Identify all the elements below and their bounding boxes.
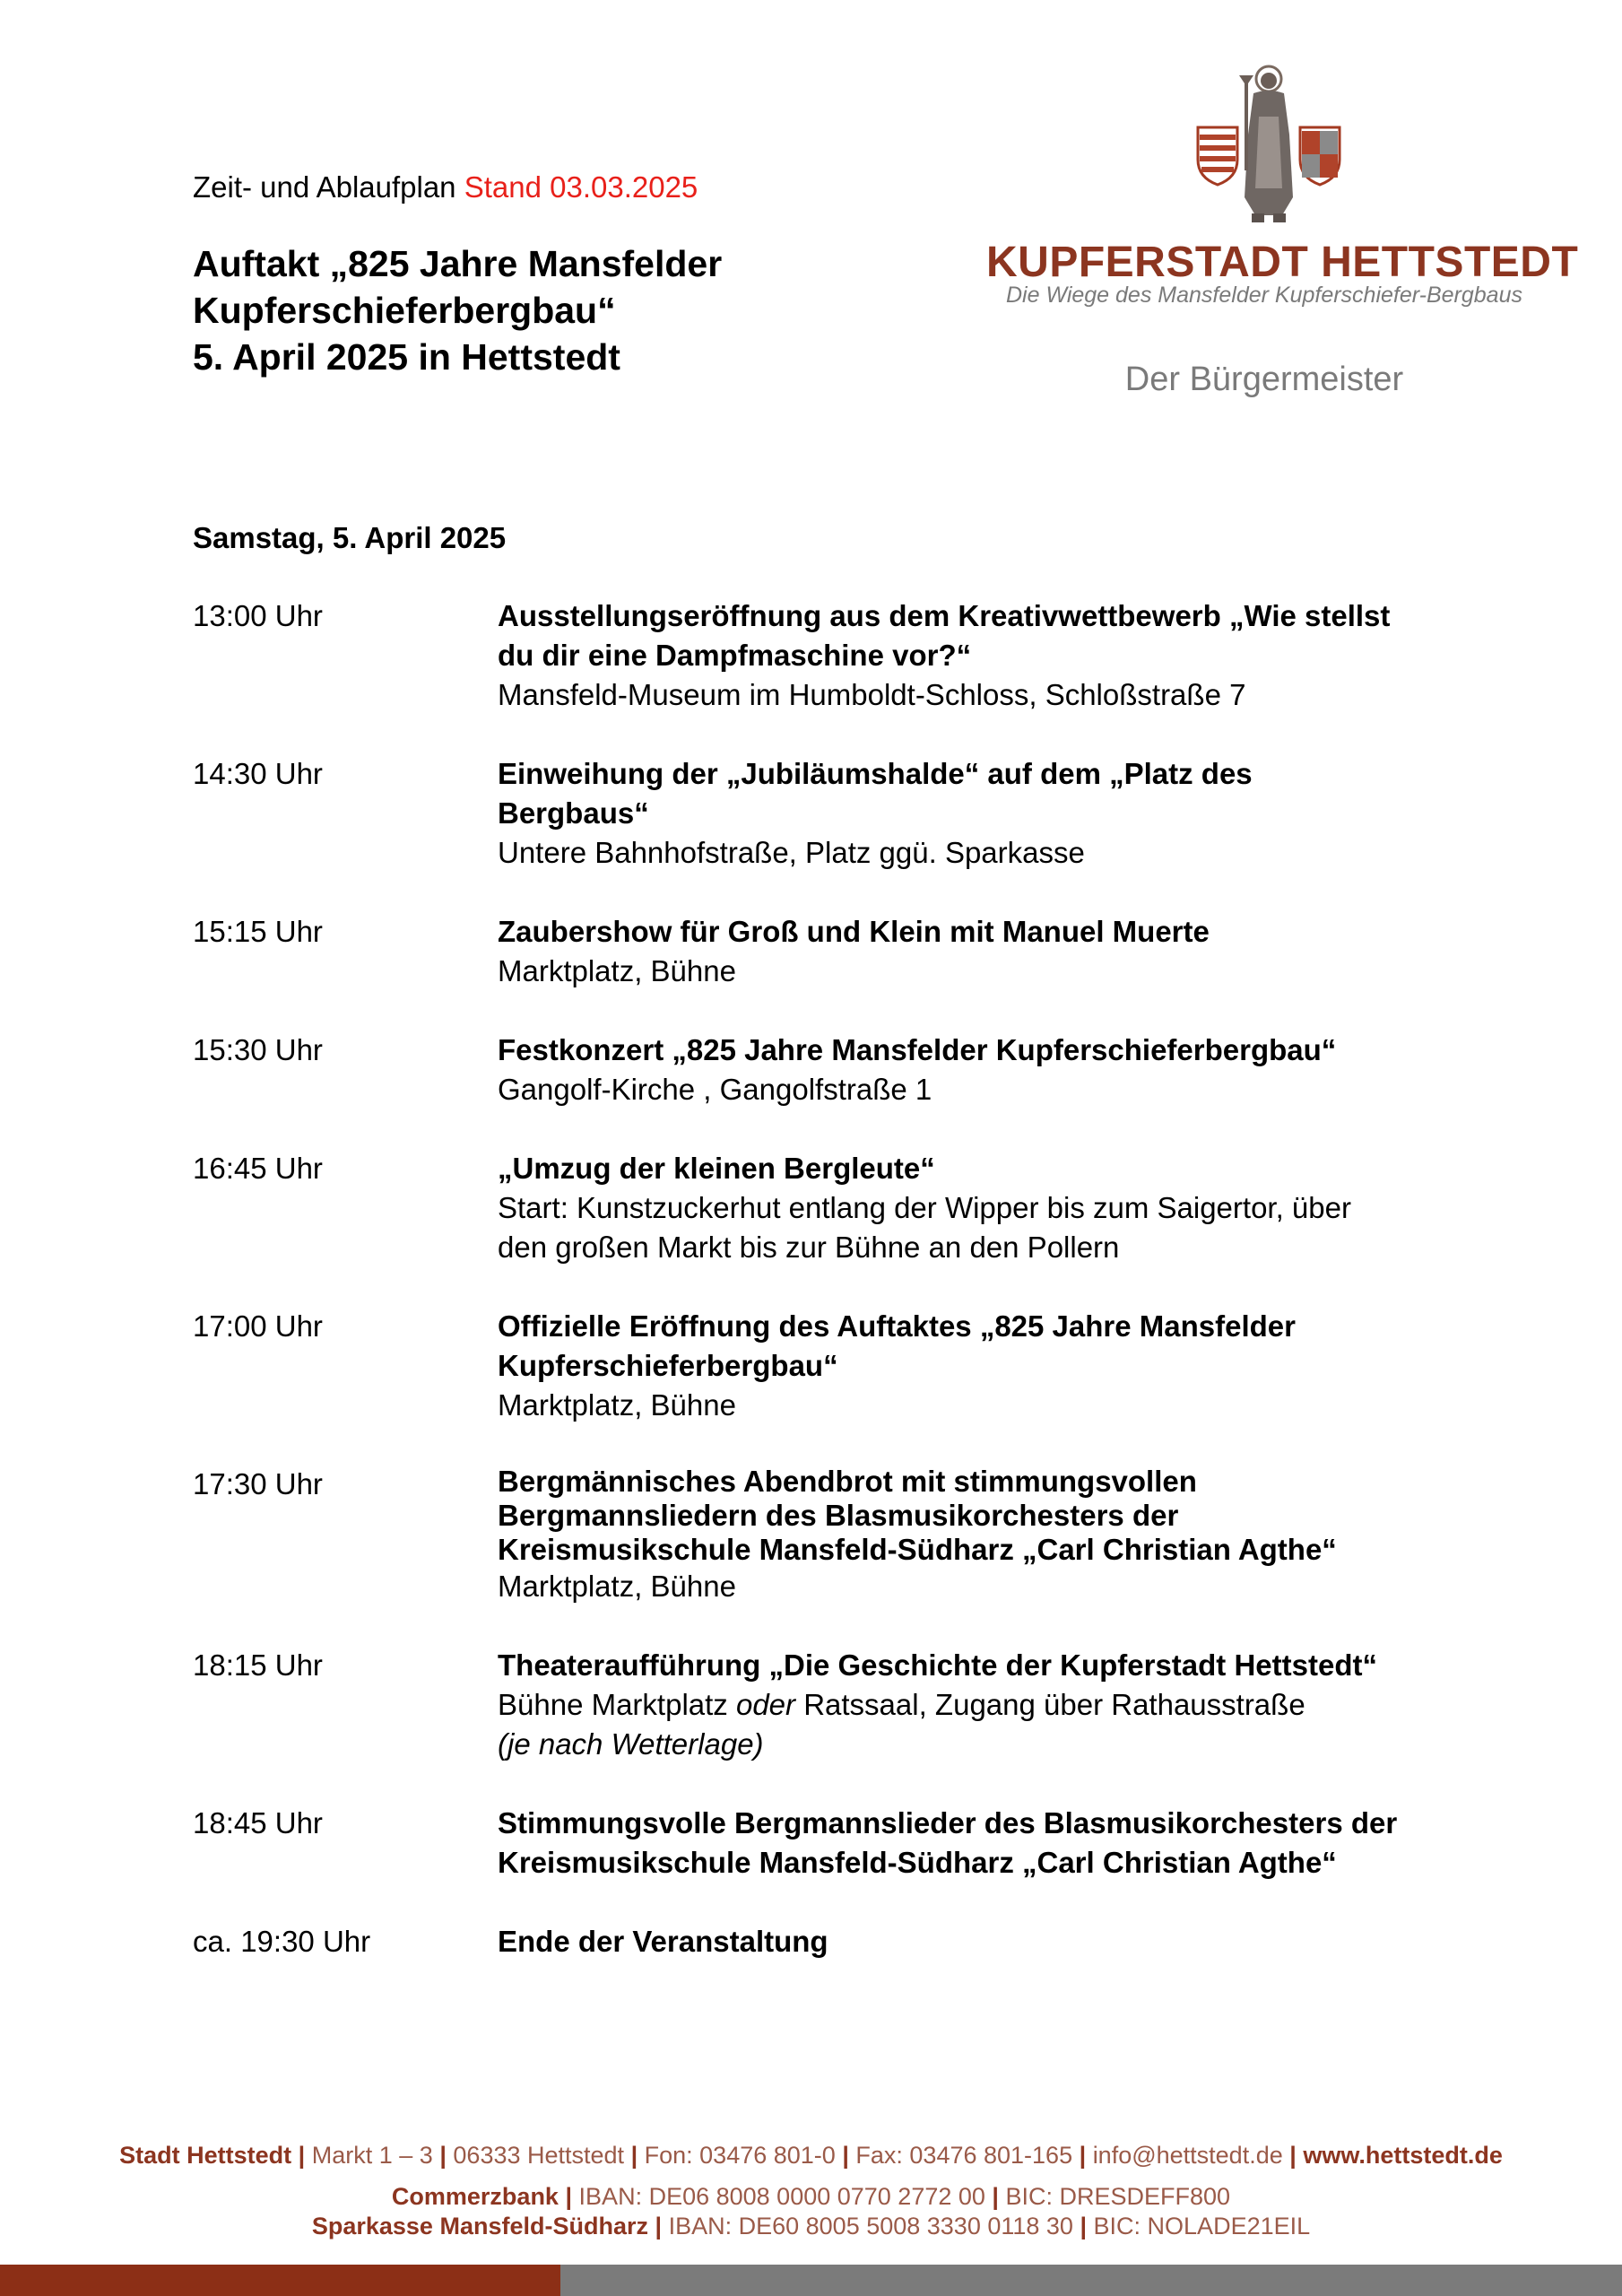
event-time: 17:30 Uhr (193, 1467, 323, 1500)
footer-bar-copper (0, 2265, 560, 2296)
event-row (193, 1307, 1448, 1425)
event-location: Mansfeld-Museum im Humboldt-Schloss, Schloßstraße 7 (498, 678, 1246, 711)
event-location-or: oder (735, 1688, 796, 1721)
footer-phone: Fon: 03476 801-0 (644, 2142, 836, 2169)
event-title: Theateraufführung „Die Geschichte der Kupferstadt Hettstedt“ (498, 1648, 1377, 1682)
footer-bank1-iban: IBAN: DE06 8008 0000 0770 2772 00 (578, 2183, 985, 2210)
event-location: Marktplatz, Bühne (498, 954, 736, 987)
event-row (193, 1031, 1448, 1109)
event-row (193, 754, 1448, 873)
footer-contact-line: Stadt Hettstedt | Markt 1 – 3 | 06333 Hettstedt | Fon: 03476 801-0 | Fax: 03476 801-165 | info@hettstedt.de | www.hettstedt.de (119, 2142, 1503, 2169)
event-title: Bergmännisches Abendbrot mit stimmungsvollen Bergmannsliedern des Blasmusikorchesters der Kreismusikschule Mansfeld-Südharz „Carl Christian Agthe“ (498, 1465, 1337, 1566)
event-location: Marktplatz, Bühne (498, 1388, 736, 1422)
event-time: 16:45 Uhr (193, 1152, 323, 1185)
event-title: „Umzug der kleinen Bergleute“ (498, 1152, 935, 1185)
footer-org: Stadt Hettstedt (119, 2142, 292, 2169)
title-line-2: Kupferschieferbergbau“ (193, 290, 616, 331)
event-time: 15:15 Uhr (193, 915, 323, 948)
footer-bank2-iban: IBAN: DE60 8005 5008 3330 0118 30 (668, 2213, 1073, 2239)
event-title: Festkonzert „825 Jahre Mansfelder Kupferschieferbergbau“ (498, 1033, 1337, 1066)
event-location: Start: Kunstzuckerhut entlang der Wipper bis zum Saigertor, über den großen Markt bis zur Bühne an den Pollern (498, 1191, 1351, 1264)
event-row (193, 1804, 1448, 1883)
footer-fax: Fax: 03476 801-165 (855, 2142, 1073, 2169)
event-location: Untere Bahnhofstraße, Platz ggü. Sparkasse (498, 836, 1085, 869)
footer-bank1-name: Commerzbank (391, 2183, 559, 2210)
page-title (193, 240, 722, 380)
logo-tagline: Die Wiege des Mansfelder Kupferschiefer-Bergbaus (1005, 283, 1522, 308)
status-date: Stand 03.03.2025 (464, 170, 698, 204)
event-row (193, 596, 1448, 715)
event-weather-note: (je nach Wetterlage) (498, 1727, 764, 1761)
footer-bank2-bic: BIC: NOLADE21EIL (1093, 2213, 1311, 2239)
event-title: Ende der Veranstaltung (498, 1925, 828, 1958)
event-title: Stimmungsvolle Bergmannslieder des Blasmusikorchesters der Kreismusikschule Mansfeld-Südharz „Carl Christian Agthe“ (498, 1806, 1398, 1879)
event-time: ca. 19:30 Uhr (193, 1925, 371, 1958)
event-time: 18:45 Uhr (193, 1806, 323, 1839)
event-time: 17:00 Uhr (193, 1309, 323, 1343)
footer-zip-city: 06333 Hettstedt (453, 2142, 625, 2169)
event-time: 15:30 Uhr (193, 1033, 323, 1066)
event-title: Einweihung der „Jubiläumshalde“ auf dem „Platz des Bergbaus“ (498, 757, 1253, 830)
event-location (498, 1685, 1448, 1725)
title-line-3: 5. April 2025 in Hettstedt (193, 336, 620, 378)
event-row (193, 912, 1448, 991)
title-line-1: Auftakt „825 Jahre Mansfelder (193, 243, 723, 284)
event-time: 14:30 Uhr (193, 757, 323, 790)
plan-label: Zeit- und Ablaufplan (193, 170, 456, 204)
event-row (193, 1922, 1448, 1961)
miner-with-coats-of-arms-icon (1193, 63, 1345, 233)
footer-bank1-bic: BIC: DRESDEFF800 (1005, 2183, 1231, 2210)
event-location: Marktplatz, Bühne (498, 1570, 736, 1603)
event-time: 18:15 Uhr (193, 1648, 323, 1682)
event-location-stage: Bühne Marktplatz (498, 1688, 736, 1721)
footer-bank-line-2: Sparkasse Mansfeld-Südharz | IBAN: DE60 8005 5008 3330 0118 30 | BIC: NOLADE21EIL (311, 2213, 1311, 2239)
footer-address: Markt 1 – 3 (311, 2142, 433, 2169)
event-row (193, 1465, 1448, 1606)
event-title: Ausstellungseröffnung aus dem Kreativwettbewerb „Wie stellst du dir eine Dampfmaschine vor?“ (498, 599, 1391, 672)
event-title: Offizielle Eröffnung des Auftaktes „825 Jahre Mansfelder Kupferschieferbergbau“ (498, 1309, 1297, 1382)
event-schedule (193, 596, 1448, 2001)
logo-city-name: KUPFERSTADT HETTSTEDT (986, 239, 1579, 286)
footer-email[interactable]: info@hettstedt.de (1092, 2142, 1283, 2169)
footer-bank2-name: Sparkasse Mansfeld-Südharz (311, 2213, 648, 2239)
footer-bank-line-1: Commerzbank | IBAN: DE06 8008 0000 0770 2772 00 | BIC: DRESDEFF800 (391, 2183, 1231, 2210)
footer-bar-gray (560, 2265, 1622, 2296)
event-row (193, 1149, 1448, 1267)
event-time: 13:00 Uhr (193, 599, 323, 632)
footer-website[interactable]: www.hettstedt.de (1303, 2142, 1503, 2169)
day-heading: Samstag, 5. April 2025 (193, 521, 507, 554)
event-row (193, 1646, 1448, 1764)
event-title: Zaubershow für Groß und Klein mit Manuel Muerte (498, 915, 1210, 948)
department-label: Der Bürgermeister (1124, 361, 1404, 398)
plan-status-line (193, 168, 698, 207)
event-location: Gangolf-Kirche , Gangolfstraße 1 (498, 1073, 932, 1106)
event-location-hall: Ratssaal, Zugang über Rathausstraße (795, 1688, 1305, 1721)
